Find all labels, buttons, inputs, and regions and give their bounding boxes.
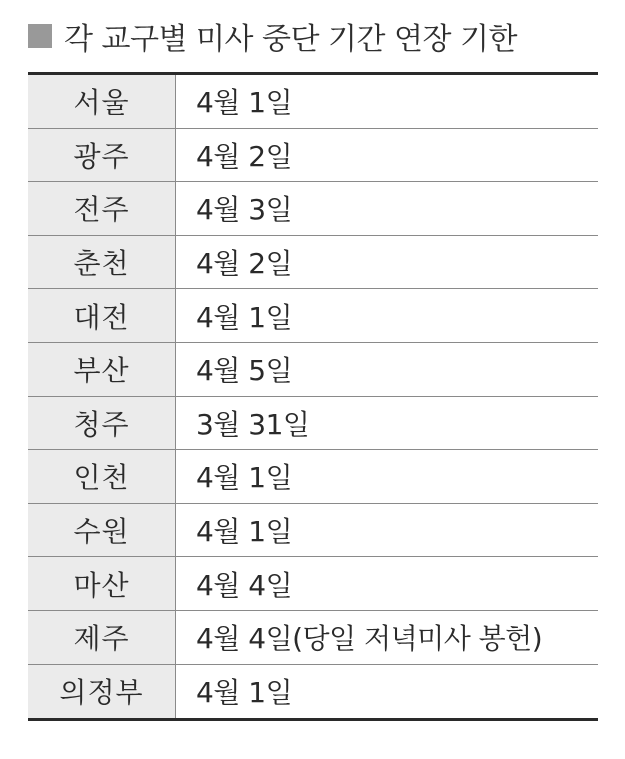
- date-cell: 4월 2일: [196, 247, 293, 281]
- page-title: 각 교구별 미사 중단 기간 연장 기한: [64, 22, 517, 57]
- table-row: [28, 557, 598, 611]
- date-cell: 3월 31일: [196, 407, 310, 441]
- region-cell: 광주: [28, 129, 176, 182]
- region-cell: 부산: [28, 343, 176, 396]
- date-cell: 4월 1일: [196, 461, 293, 495]
- date-cell: 4월 3일: [196, 193, 293, 227]
- date-cell: 4월 1일: [196, 676, 293, 710]
- table-row: [28, 665, 598, 719]
- table-row: [28, 182, 598, 236]
- region-cell: 전주: [28, 182, 176, 235]
- date-cell: 4월 5일: [196, 354, 293, 388]
- date-cell: 4월 1일: [196, 515, 293, 549]
- region-cell: 대전: [28, 289, 176, 342]
- region-cell: 청주: [28, 397, 176, 450]
- table-row: [28, 236, 598, 290]
- region-cell: 춘천: [28, 236, 176, 289]
- region-cell: 제주: [28, 611, 176, 664]
- table-row: [28, 611, 598, 665]
- region-cell: 의정부: [28, 665, 176, 719]
- region-cell: 수원: [28, 504, 176, 557]
- region-cell: 인천: [28, 450, 176, 503]
- date-cell: 4월 2일: [196, 139, 293, 173]
- date-cell: 4월 4일: [196, 568, 293, 602]
- table-row: [28, 504, 598, 558]
- table-row: [28, 450, 598, 504]
- table-row: [28, 343, 598, 397]
- date-cell: 4월 1일: [196, 86, 293, 120]
- page-title-row: [28, 14, 517, 58]
- table-row: [28, 129, 598, 183]
- region-cell: 서울: [28, 75, 176, 128]
- square-bullet-icon: [28, 24, 52, 48]
- table-row: [28, 289, 598, 343]
- diocese-schedule-table: [28, 72, 598, 721]
- table-row: [28, 397, 598, 451]
- date-cell: 4월 1일: [196, 300, 293, 334]
- region-cell: 마산: [28, 557, 176, 610]
- date-cell: 4월 4일(당일 저녁미사 봉헌): [196, 622, 543, 656]
- table-row: [28, 75, 598, 129]
